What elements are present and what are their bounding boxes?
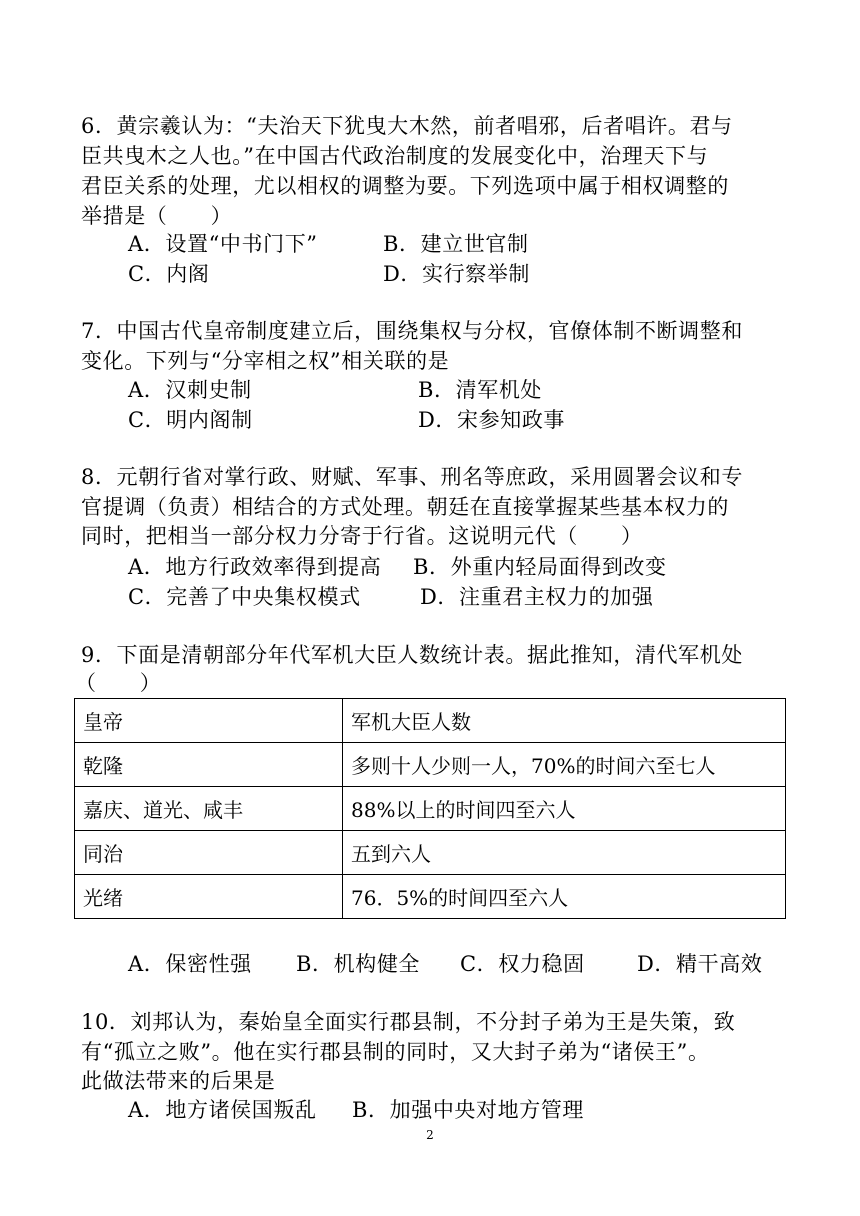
option-b: B．清军机处 [418, 378, 543, 402]
question-text-line: 有“孤立之败”。他在实行郡县制的同时，又大封子弟为“诸侯王”。 [81, 1040, 710, 1064]
question-text-line: 同时，把相当一部分权力分寄于行省。这说明元代（ ） [81, 524, 643, 548]
option-a: A．地方诸侯国叛乱 [128, 1098, 317, 1122]
question-text-line: 官提调（负责）相结合的方式处理。朝廷在直接掌握某些基本权力的 [81, 495, 729, 519]
table-row [75, 875, 786, 919]
table-cell: 88%以上的时间四至六人 [343, 787, 786, 831]
option-d: D．精干高效 [637, 952, 763, 976]
table-cell: 五到六人 [343, 831, 786, 875]
option-b: B．外重内轻局面得到改变 [413, 555, 667, 579]
option-b: B．建立世官制 [383, 232, 529, 256]
question-text-line: 君臣关系的处理，尤以相权的调整为要。下列选项中属于相权调整的 [81, 174, 729, 198]
table-row [75, 743, 786, 787]
option-d: D．实行察举制 [383, 262, 531, 286]
option-a: A．保密性强 [128, 952, 252, 976]
question-text-line: 此做法带来的后果是 [81, 1069, 276, 1093]
table-cell: 76．5%的时间四至六人 [343, 875, 786, 919]
question-text-line: 6．黄宗羲认为：“夫治天下犹曳大木然，前者唱邪，后者唱许。君与 [81, 114, 733, 138]
option-b: B．加强中央对地方管理 [352, 1098, 585, 1122]
question-text-line: （ ） [75, 671, 162, 695]
table-cell: 光绪 [75, 875, 343, 919]
option-a: A．汉刺史制 [128, 378, 252, 402]
option-c: C．内阁 [128, 262, 210, 286]
option-d: D．注重君主权力的加强 [420, 585, 654, 609]
question-text-line: 7．中国古代皇帝制度建立后，围绕集权与分权，官僚体制不断调整和 [81, 319, 743, 343]
table-row [75, 787, 786, 831]
question-text-line: 变化。下列与“分宰相之权”相关联的是 [81, 349, 450, 373]
option-d: D．宋参知政事 [418, 408, 566, 432]
option-c: C．权力稳固 [460, 952, 585, 976]
statistics-table [74, 698, 786, 919]
table-row [75, 831, 786, 875]
table-cell: 乾隆 [75, 743, 343, 787]
question-text-line: 臣共曳木之人也。”在中国古代政治制度的发展变化中，治理天下与 [81, 144, 709, 168]
table-cell: 多则十人少则一人，70%的时间六至七人 [343, 743, 786, 787]
question-text-line: 举措是（ ） [81, 204, 233, 228]
table-header-cell: 军机大臣人数 [343, 699, 786, 743]
option-c: C．完善了中央集权模式 [128, 585, 361, 609]
question-text-line: 9．下面是清朝部分年代军机大臣人数统计表。据此推知，清代军机处 [81, 643, 743, 667]
option-b: B．机构健全 [296, 952, 421, 976]
table-header-row [75, 699, 786, 743]
option-c: C．明内阁制 [128, 408, 253, 432]
option-a: A．地方行政效率得到提高 [128, 555, 382, 579]
table-header-cell: 皇帝 [75, 699, 343, 743]
option-a: A．设置“中书门下” [128, 232, 318, 256]
page-number: 2 [426, 1128, 434, 1142]
table-cell: 嘉庆、道光、咸丰 [75, 787, 343, 831]
question-text-line: 10．刘邦认为，秦始皇全面实行郡县制，不分封子弟为王是失策，致 [81, 1010, 736, 1034]
question-text-line: 8．元朝行省对掌行政、财赋、军事、刑名等庶政，采用圆署会议和专 [81, 465, 743, 489]
table-cell: 同治 [75, 831, 343, 875]
